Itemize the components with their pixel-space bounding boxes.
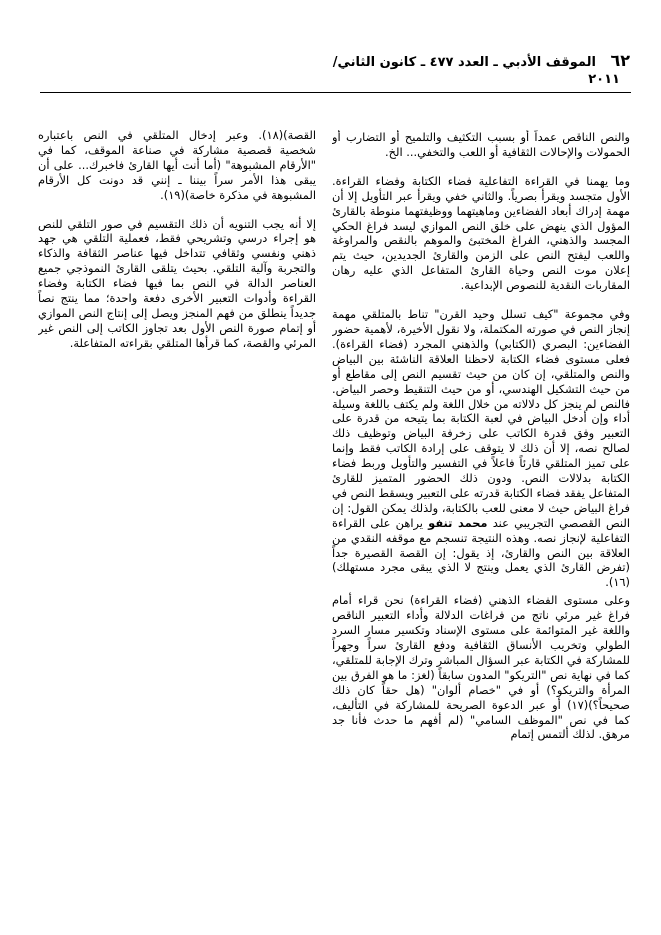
left-column [38, 128, 316, 378]
page-header [300, 52, 630, 88]
paragraph: وما يهمنا في القراءة التفاعلية فضاء الكتابة وفضاء القراءة. الأول متجسد ويقرأ بصرياً. والثاني خفي ويقرأ عبر التأويل إلا أن مهمة إدراك أبعاد الفضاءين وماهيتهما ووظيفتهما منوطة بالقارئ المؤول الذي ينهض على خلق النص الموازي ليسد فراغ الحكي المجسد والذهني، الفراغ المختبئ والموهم بالنقص والمراوغة واللعب ليفتح النص على الزمن والقارئ الجديدين، حيث يتم إعلان موت النص وحياة القارئ المتفاعل الذي عليه رهان المقاربات النقدية للنصوص الإبداعية. [332, 173, 630, 293]
paragraph-text: وفي مجموعة "كيف تسلل وحيد القرن" تناط بالمتلقي مهمة إنجاز النص في صورته المكتملة، ولا نقول الأخيرة، لأهمية حضور الفضاءين: البصري (الكتابي) والذهني المجرد (فضاء القراءة). فعلى مستوى فضاء الكتابة لاحظنا العلاقة الناشئة بين البياض والنص والمتلقي، إن كان من حيث تقسيم النص إلى مقاطع أو من حيث التشكيل الهندسي، أو من حيث التنقيط وحصر البياض. فالنص لم ينجز كل دلالاته من خلال اللغة ولم يكتف باللغة وسيلة أداء وإن أدخل البياض في لعبة الكتابة بما يتيحه من قدرة على التعبير وفق قدرة الكاتب على زخرفة البياض وتوظيف ذلك لصالح نصه، إلا أن ذلك لا يتوقف على إرادة الكاتب فقط وإنما على تميز المتلقي قارئاً فاعلاً في التفسير والتأويل وربط فضاء الكتابة بدلالات النص. ودون ذلك الحضور المتميز للقارئ المتفاعل يفقد فضاء الكتابة قدرته على التعبير ويسقط النص في فراغ البياض حيث لا معنى للعب بالكتابة، ولذلك يمكن القول: إن النص القصصي التجريبي عند [332, 307, 630, 530]
paragraph: القصة)(١٨). وعبر إدخال المتلقي في النص باعتباره شخصية قصصية مشاركة في صناعة الموقف، كما في "الأرقام المشبوهة" (أما أنت أيها القارئ فاخبرك... على أن يبقى هذا الأمر سراً بيننا ـ إنني قد دونت كل الأرقام المشبوهة في مذكرة خاصة)(١٩). [38, 128, 316, 202]
issue-year: ٢٠١١ [588, 72, 620, 87]
paragraph: والنص الناقص عمداً أو بسبب التكثيف والتلميح أو التضارب أو الحمولات والإحالات الثقافية أو اللعب والتخفي... الخ. [332, 130, 630, 159]
journal-title: الموقف الأدبي ـ العدد ٤٧٧ ـ كانون الثاني/ [332, 55, 596, 70]
header-rule [40, 92, 631, 93]
paragraph: إلا أنه يجب التنويه أن ذلك التقسيم في صور التلقي للنص هو إجراء درسي وتشريحي فقط، فعملية التلقي هي جهد ذهني ونفسي وثقافي تتداخل فيها عناصر الثقافة والذكاء والتجربة وآلية التلقي. بحيث يتلقى القارئ النموذجي جميع العناصر الدالة في النص بما فيها فضاء الكتابة وفضاء القراءة وأدوات التعبير الأخرى دفعة واحدة؛ مما ينتج نصاً جديداً ينطلق من فهم المنجز ويصل إلى إنتاج النص الموازي أو إتمام صورة النص الأول بعد تجاوز الكاتب إلى النص غير المرئي والقصة، كما قرأها المتلقي بقراءته المتفاعلة. [38, 216, 316, 350]
right-column [332, 130, 630, 900]
page-number: ٦٢ [610, 51, 630, 70]
paragraph: وعلى مستوى الفضاء الذهني (فضاء القراءة) نحن قراء أمام فراغ غير مرئي ناتج من فراغات الدلالة وأداء التعبير الناقص واللغة غير المتوائمة على مستوى الإسناد وتكسير مسار السرد الطولي وتخريب الأنساق الثقافية ودفع القارئ سراً وجهراً للمشاركة في الكتابة عبر السؤال المباشر وترك الإجابة للمتلقي، كما في نهاية نص "التريكو" المدون سابقاً (لغز: ما هو الفرق بين المرأة والتريكو؟) أو في "خصام ألوان" (هل حقاً كان ذلك صحيحاً؟)(١٧) أو عبر الدعوة الصريحة للمشاركة في التأليف، كما في نص "الموظف السامي" (لم أفهم ما حدث فأنا جد مرهق. لذلك ألتمس إتمام [332, 593, 630, 742]
paragraph-text: يراهن على القراءة التفاعلية لإنجاز نصه. وهذه النتيجة تنسجم مع موقفه النقدي من العلاقة بين النص والقارئ، إذ يقول: إن القصة القصيرة جداً (تفرض القارئ الذي يعمل وينتج لا الذي يبقى مجرد مستهلك)(١٦). [332, 515, 630, 590]
author-name: محمد تنفو [428, 515, 488, 530]
paragraph [332, 307, 630, 590]
